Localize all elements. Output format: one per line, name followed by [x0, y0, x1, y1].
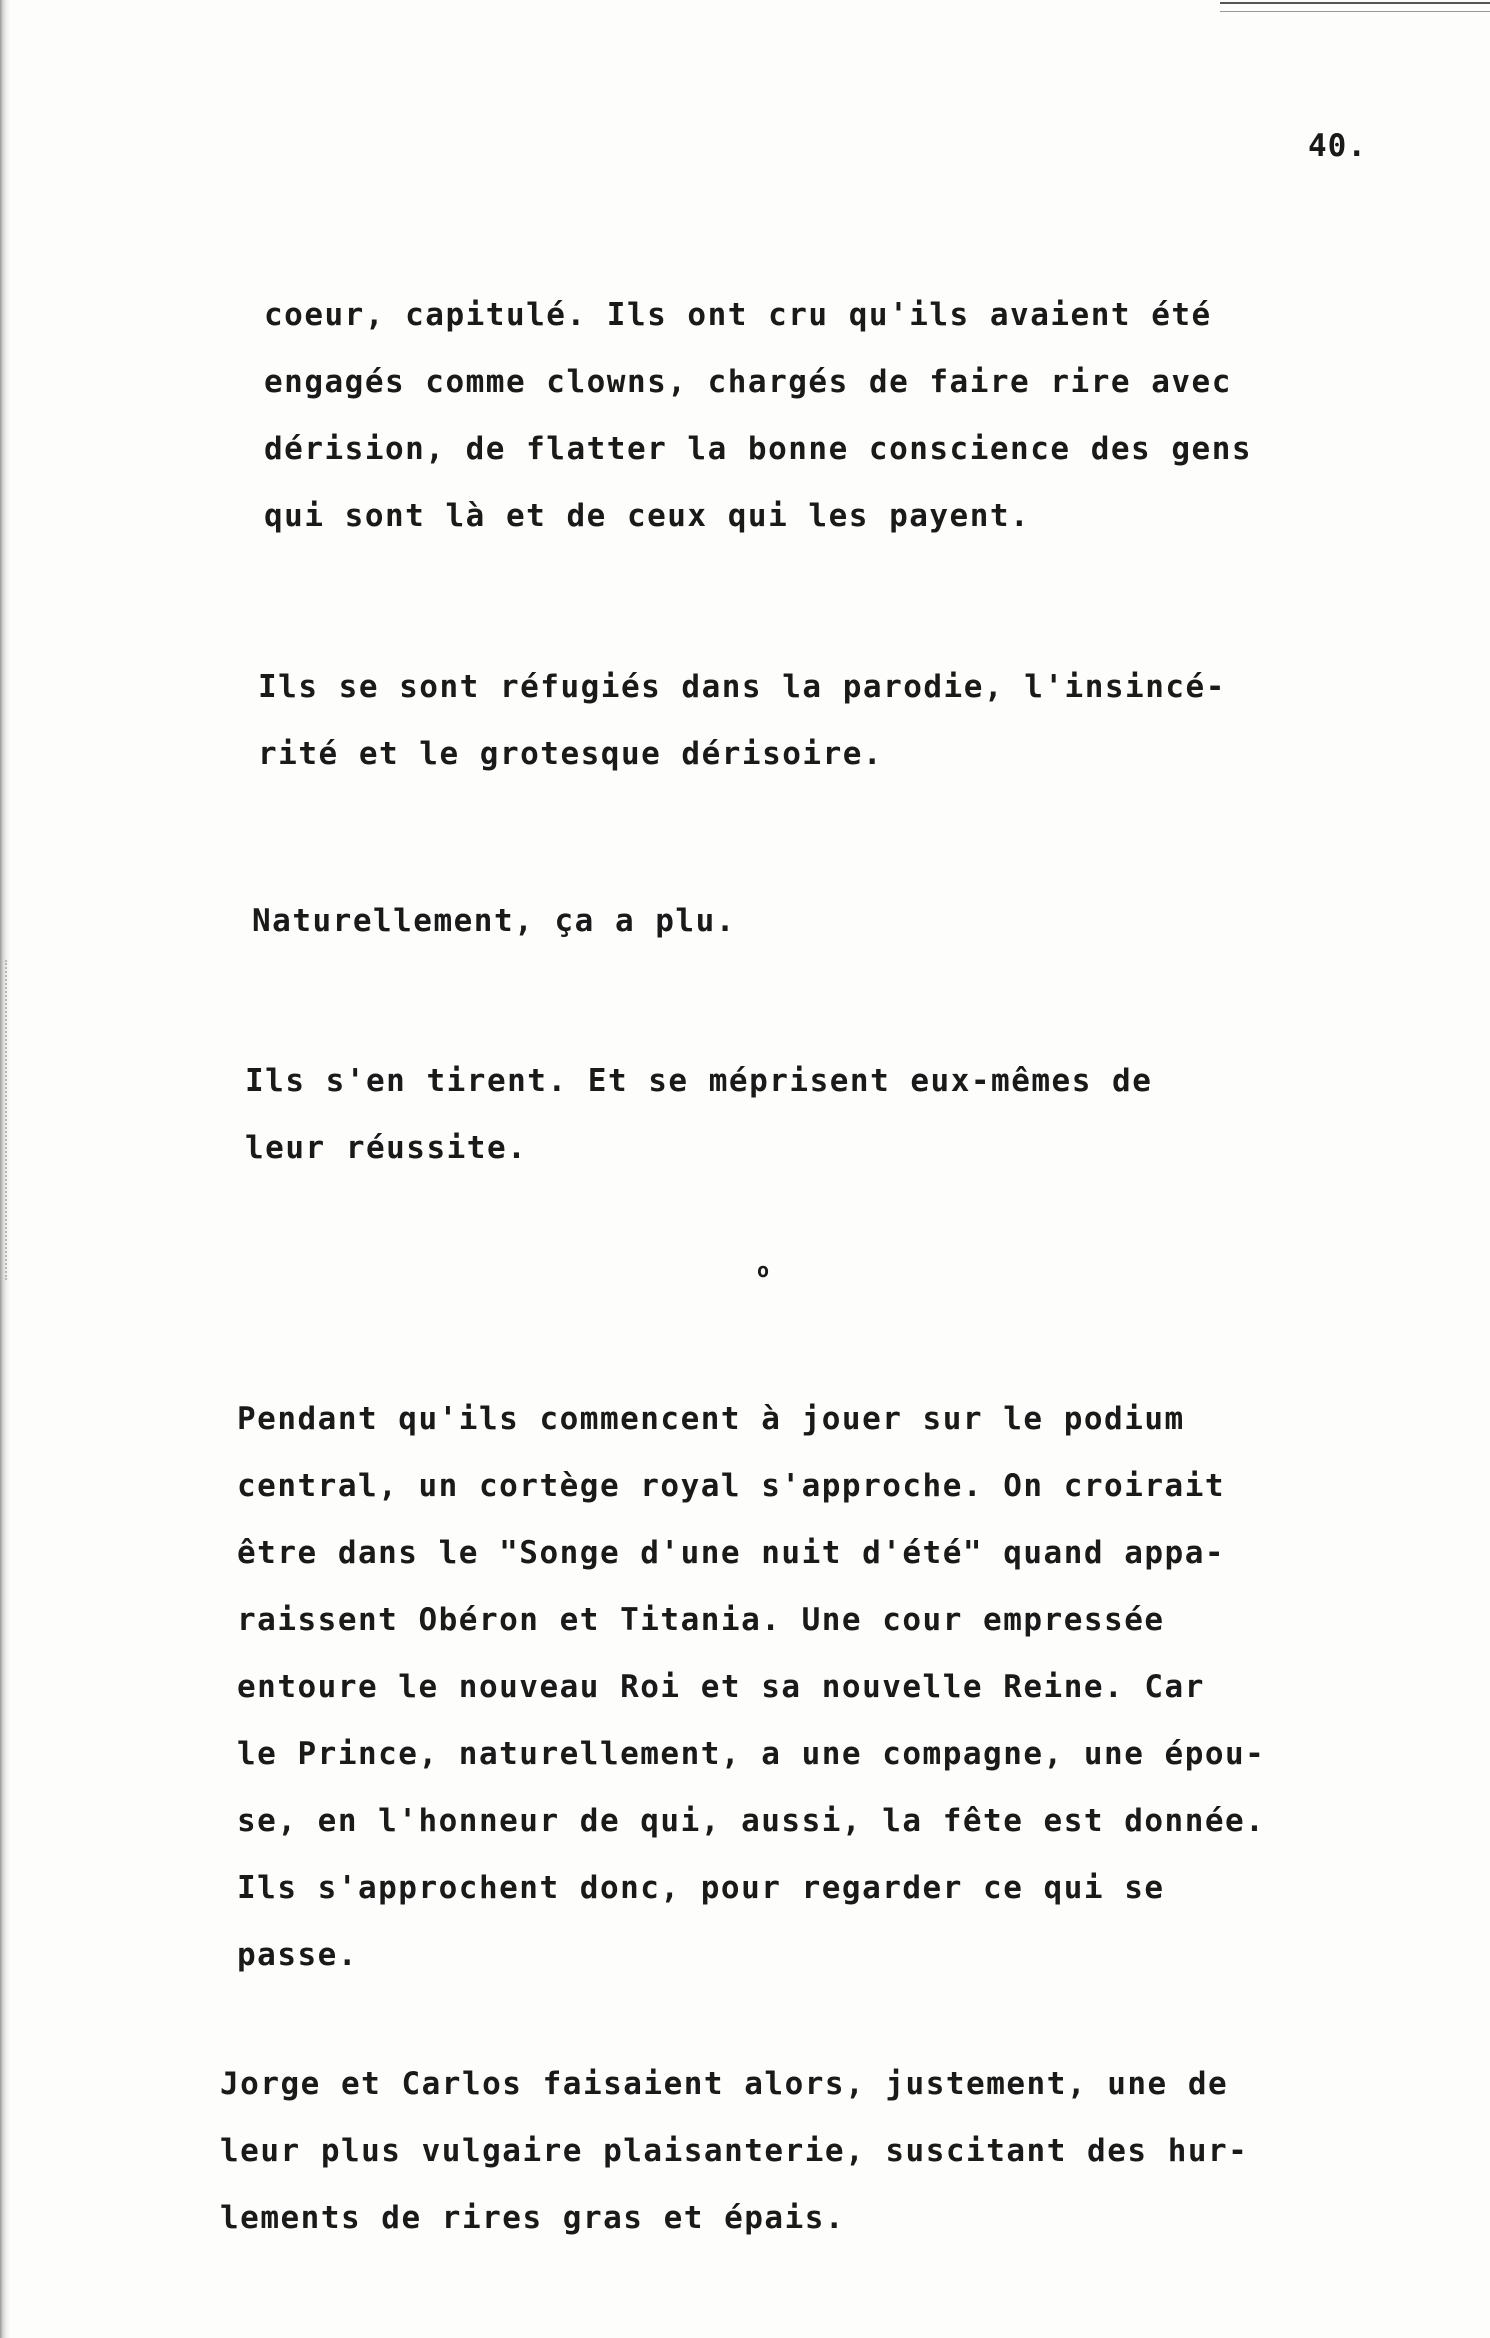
text-line: Pendant qu'ils commencent à jouer sur le podium: [237, 1401, 1185, 1437]
text-line: dérision, de flatter la bonne conscience des gens: [264, 431, 1253, 467]
text-line: leur plus vulgaire plaisanterie, suscitant des hur-: [220, 2133, 1249, 2169]
text-line: Ils se sont réfugiés dans la parodie, l'insincé-: [258, 669, 1226, 705]
paragraph-2: [258, 654, 1226, 788]
text-line: leur réussite.: [245, 1130, 528, 1166]
page-number: 40.: [1308, 128, 1367, 164]
text-line: engagés comme clowns, chargés de faire rire avec: [264, 364, 1232, 400]
scan-edge-mark: [5, 960, 9, 1280]
text-line: Jorge et Carlos faisaient alors, justement, une de: [220, 2066, 1229, 2102]
text-line: le Prince, naturellement, a une compagne, une épou-: [237, 1736, 1266, 1772]
text-line: lements de rires gras et épais.: [220, 2200, 846, 2236]
text-line: rité et le grotesque dérisoire.: [258, 736, 884, 772]
text-line: Ils s'en tirent. Et se méprisent eux-mêmes de: [245, 1063, 1153, 1099]
paragraph-4: [245, 1048, 1152, 1182]
text-line: entoure le nouveau Roi et sa nouvelle Reine. Car: [237, 1669, 1205, 1705]
text-line: Naturellement, ça a plu.: [252, 903, 736, 939]
paragraph-3: [252, 888, 736, 955]
text-line: central, un cortège royal s'approche. On croirait: [237, 1468, 1226, 1504]
text-line: se, en l'honneur de qui, aussi, la fête est donnée.: [237, 1803, 1266, 1839]
text-line: être dans le "Songe d'une nuit d'été" quand appa-: [237, 1535, 1226, 1571]
paragraph-6: [220, 2051, 1248, 2252]
top-rule-line: [1220, 2, 1490, 12]
text-line: passe.: [237, 1937, 358, 1973]
text-line: qui sont là et de ceux qui les payent.: [264, 498, 1031, 534]
text-line: coeur, capitulé. Ils ont cru qu'ils avaient été: [264, 297, 1212, 333]
paragraph-5: [237, 1386, 1265, 1989]
paragraph-1: [264, 282, 1252, 550]
text-line: raissent Obéron et Titania. Une cour empressée: [237, 1602, 1165, 1638]
text-line: Ils s'approchent donc, pour regarder ce qui se: [237, 1870, 1165, 1906]
section-separator: o: [757, 1258, 770, 1282]
